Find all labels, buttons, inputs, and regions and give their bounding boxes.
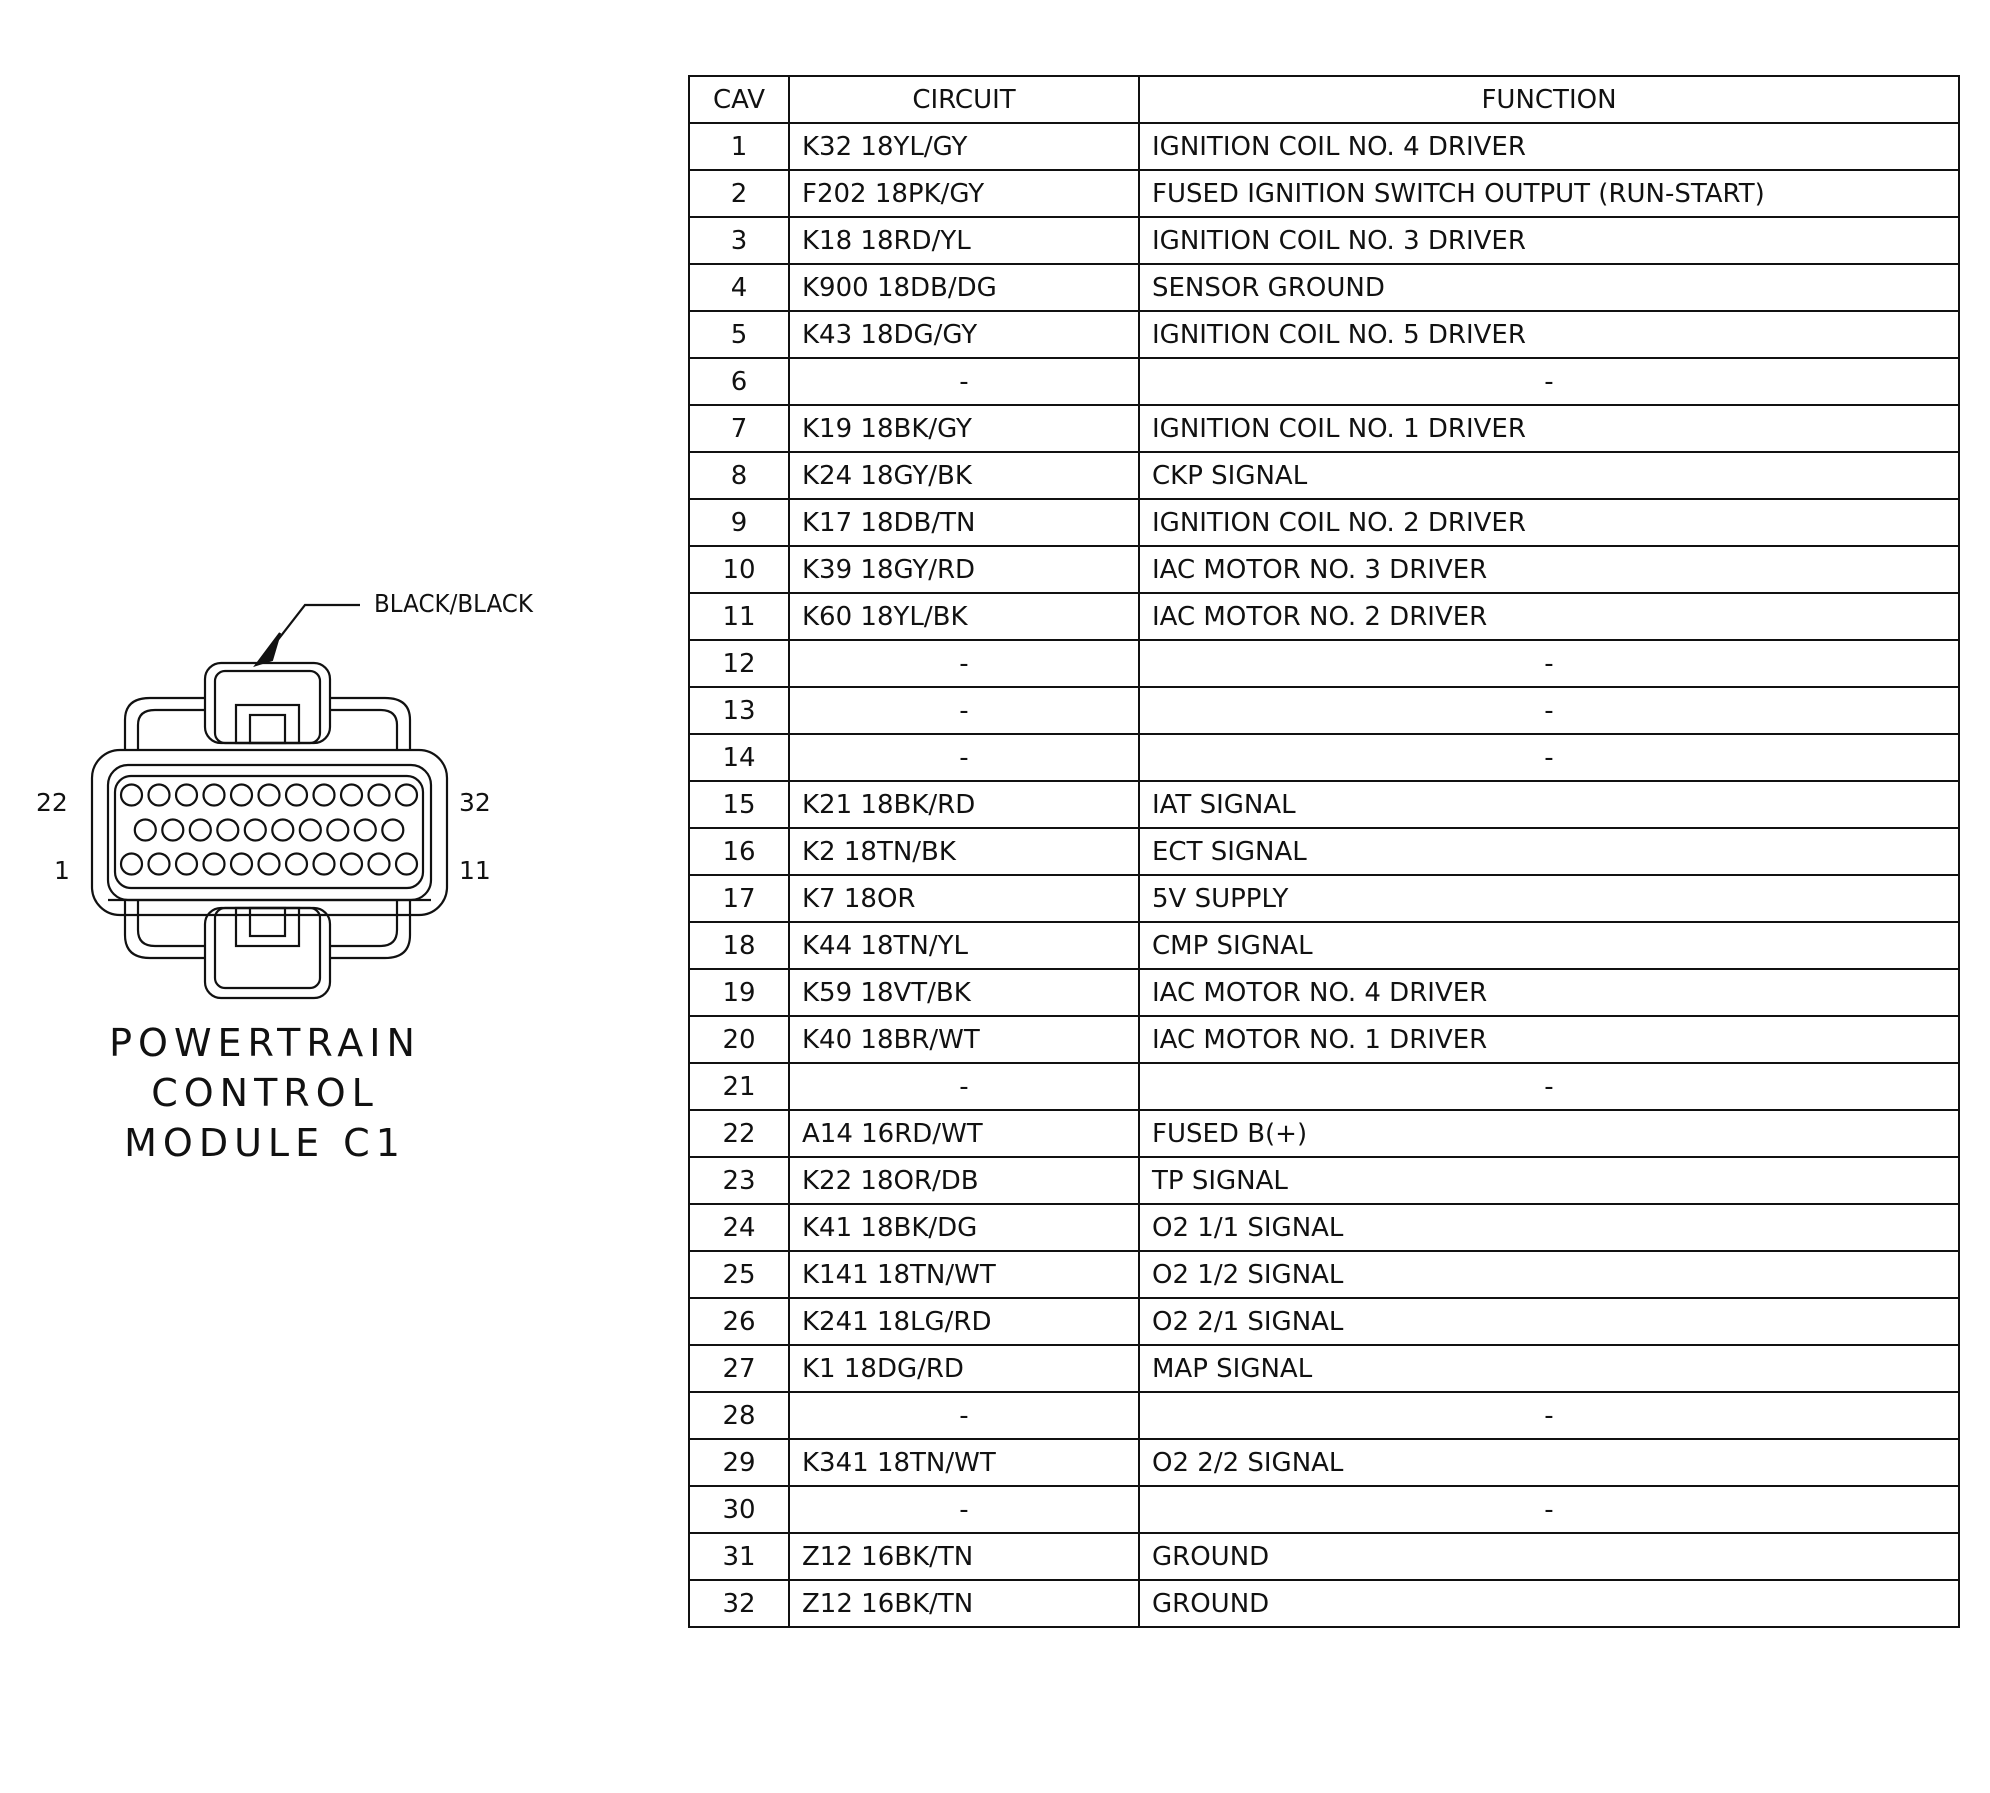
table-row	[689, 452, 1959, 499]
connector-face	[115, 776, 423, 888]
connector-pin	[286, 785, 307, 806]
connector-pin	[314, 854, 335, 875]
table-row	[689, 358, 1959, 405]
cell-circuit: K40 18BR/WT	[789, 1016, 1139, 1063]
cell-cav: 4	[689, 264, 789, 311]
cell-function: IGNITION COIL NO. 3 DRIVER	[1139, 217, 1959, 264]
module-title-line-2: CONTROL	[151, 1071, 379, 1115]
connector-panel	[0, 0, 680, 1793]
cell-circuit: -	[789, 687, 1139, 734]
table-row	[689, 1298, 1959, 1345]
top-latch	[205, 663, 330, 743]
pointer-leader	[270, 605, 360, 650]
cell-cav: 2	[689, 170, 789, 217]
pin-label-11: 11	[459, 856, 491, 885]
cell-function: -	[1139, 640, 1959, 687]
table-row	[689, 170, 1959, 217]
cell-circuit: K19 18BK/GY	[789, 405, 1139, 452]
table-row	[689, 1486, 1959, 1533]
cell-circuit: K7 18OR	[789, 875, 1139, 922]
table-row	[689, 781, 1959, 828]
connector-pin	[149, 854, 170, 875]
cell-function: O2 2/2 SIGNAL	[1139, 1439, 1959, 1486]
table-row	[689, 1063, 1959, 1110]
cell-circuit: K900 18DB/DG	[789, 264, 1139, 311]
connector-pin	[162, 820, 183, 841]
connector-pin	[369, 785, 390, 806]
cell-circuit: K17 18DB/TN	[789, 499, 1139, 546]
cell-cav: 29	[689, 1439, 789, 1486]
cell-circuit: K24 18GY/BK	[789, 452, 1139, 499]
cell-circuit: -	[789, 640, 1139, 687]
connector-pin	[259, 785, 280, 806]
cell-circuit: -	[789, 1392, 1139, 1439]
cell-cav: 23	[689, 1157, 789, 1204]
cell-circuit: K1 18DG/RD	[789, 1345, 1139, 1392]
cell-circuit: K141 18TN/WT	[789, 1251, 1139, 1298]
connector-pin	[176, 854, 197, 875]
cell-cav: 10	[689, 546, 789, 593]
cell-cav: 28	[689, 1392, 789, 1439]
table-body	[689, 123, 1959, 1627]
cell-function: IAC MOTOR NO. 3 DRIVER	[1139, 546, 1959, 593]
cell-cav: 16	[689, 828, 789, 875]
pin-label-22: 22	[36, 788, 68, 817]
connector-pin	[217, 820, 238, 841]
cell-function: CKP SIGNAL	[1139, 452, 1959, 499]
cell-function: IGNITION COIL NO. 5 DRIVER	[1139, 311, 1959, 358]
table-row	[689, 1345, 1959, 1392]
cell-cav: 15	[689, 781, 789, 828]
cell-function: CMP SIGNAL	[1139, 922, 1959, 969]
cell-circuit: K18 18RD/YL	[789, 217, 1139, 264]
table-row	[689, 311, 1959, 358]
cell-cav: 17	[689, 875, 789, 922]
module-title-line-3: MODULE C1	[124, 1121, 406, 1165]
cell-cav: 32	[689, 1580, 789, 1627]
table-row	[689, 217, 1959, 264]
pin-label-32: 32	[459, 788, 491, 817]
connector-pin	[149, 785, 170, 806]
cell-circuit: K41 18BK/DG	[789, 1204, 1139, 1251]
table-row	[689, 1204, 1959, 1251]
connector-pin	[314, 785, 335, 806]
cell-function: O2 2/1 SIGNAL	[1139, 1298, 1959, 1345]
cell-cav: 21	[689, 1063, 789, 1110]
cell-function: O2 1/1 SIGNAL	[1139, 1204, 1959, 1251]
cell-cav: 24	[689, 1204, 789, 1251]
table-row	[689, 1016, 1959, 1063]
cell-circuit: K21 18BK/RD	[789, 781, 1139, 828]
cell-function: O2 1/2 SIGNAL	[1139, 1251, 1959, 1298]
cell-cav: 18	[689, 922, 789, 969]
table-row	[689, 593, 1959, 640]
connector-pin	[272, 820, 293, 841]
connector-pin	[259, 854, 280, 875]
cell-cav: 5	[689, 311, 789, 358]
table-row	[689, 828, 1959, 875]
connector-pin	[355, 820, 376, 841]
cell-cav: 3	[689, 217, 789, 264]
cell-function: IGNITION COIL NO. 1 DRIVER	[1139, 405, 1959, 452]
connector-pin	[327, 820, 348, 841]
cell-circuit: K32 18YL/GY	[789, 123, 1139, 170]
cell-circuit: K43 18DG/GY	[789, 311, 1139, 358]
cell-circuit: -	[789, 358, 1139, 405]
module-title	[100, 1018, 430, 1168]
cell-circuit: K241 18LG/RD	[789, 1298, 1139, 1345]
header-cav: CAV	[689, 76, 789, 123]
cell-function: -	[1139, 1392, 1959, 1439]
cell-circuit: K39 18GY/RD	[789, 546, 1139, 593]
cell-cav: 12	[689, 640, 789, 687]
cell-cav: 27	[689, 1345, 789, 1392]
connector-pin	[231, 785, 252, 806]
cell-function: -	[1139, 734, 1959, 781]
cell-cav: 26	[689, 1298, 789, 1345]
connector-pin	[190, 820, 211, 841]
cell-cav: 9	[689, 499, 789, 546]
connector-pin	[369, 854, 390, 875]
cell-function: ECT SIGNAL	[1139, 828, 1959, 875]
table-header-row	[689, 76, 1959, 123]
cell-cav: 19	[689, 969, 789, 1016]
pinout-table	[688, 75, 1960, 1628]
connector-color-label: BLACK/BLACK	[374, 589, 533, 618]
table-row	[689, 546, 1959, 593]
table-row	[689, 1580, 1959, 1627]
table-row	[689, 1439, 1959, 1486]
table-row	[689, 969, 1959, 1016]
bottom-latch	[205, 908, 330, 998]
table-row	[689, 875, 1959, 922]
connector-pin	[176, 785, 197, 806]
pointer-arrowhead	[256, 633, 280, 665]
connector-pin	[204, 785, 225, 806]
module-title-line-1: POWERTRAIN	[109, 1021, 421, 1065]
connector-pin	[341, 854, 362, 875]
cell-function: FUSED B(+)	[1139, 1110, 1959, 1157]
cell-function: GROUND	[1139, 1533, 1959, 1580]
table-row	[689, 1110, 1959, 1157]
table-row	[689, 499, 1959, 546]
cell-cav: 8	[689, 452, 789, 499]
cell-function: MAP SIGNAL	[1139, 1345, 1959, 1392]
cell-cav: 25	[689, 1251, 789, 1298]
cell-circuit: K59 18VT/BK	[789, 969, 1139, 1016]
connector-pin	[245, 820, 266, 841]
cell-cav: 20	[689, 1016, 789, 1063]
table-row	[689, 1392, 1959, 1439]
connector-pin	[396, 785, 417, 806]
cell-function: SENSOR GROUND	[1139, 264, 1959, 311]
cell-cav: 31	[689, 1533, 789, 1580]
cell-function: IAT SIGNAL	[1139, 781, 1959, 828]
cell-circuit: Z12 16BK/TN	[789, 1580, 1139, 1627]
connector-body-outer	[92, 750, 447, 915]
cell-cav: 30	[689, 1486, 789, 1533]
pin-grid	[121, 785, 417, 875]
connector-pin	[231, 854, 252, 875]
cell-circuit: K22 18OR/DB	[789, 1157, 1139, 1204]
table-row	[689, 1251, 1959, 1298]
cell-circuit: K341 18TN/WT	[789, 1439, 1139, 1486]
connector-pin	[396, 854, 417, 875]
cell-circuit: Z12 16BK/TN	[789, 1533, 1139, 1580]
cell-function: IGNITION COIL NO. 4 DRIVER	[1139, 123, 1959, 170]
table-row	[689, 687, 1959, 734]
cell-function: -	[1139, 687, 1959, 734]
cell-function: -	[1139, 1063, 1959, 1110]
cell-function: TP SIGNAL	[1139, 1157, 1959, 1204]
connector-pin	[341, 785, 362, 806]
cell-cav: 22	[689, 1110, 789, 1157]
pin-label-1: 1	[54, 856, 70, 885]
cell-function: 5V SUPPLY	[1139, 875, 1959, 922]
cell-circuit: F202 18PK/GY	[789, 170, 1139, 217]
connector-pin	[121, 785, 142, 806]
connector-pin	[121, 854, 142, 875]
cell-circuit: K44 18TN/YL	[789, 922, 1139, 969]
cell-circuit: K60 18YL/BK	[789, 593, 1139, 640]
table-row	[689, 734, 1959, 781]
cell-cav: 13	[689, 687, 789, 734]
cell-circuit: -	[789, 1063, 1139, 1110]
cell-cav: 14	[689, 734, 789, 781]
cell-function: IGNITION COIL NO. 2 DRIVER	[1139, 499, 1959, 546]
cell-cav: 6	[689, 358, 789, 405]
cell-function: -	[1139, 358, 1959, 405]
table-row	[689, 640, 1959, 687]
cell-function: IAC MOTOR NO. 2 DRIVER	[1139, 593, 1959, 640]
connector-pin	[204, 854, 225, 875]
connector-pin	[300, 820, 321, 841]
table-row	[689, 1533, 1959, 1580]
cell-function: FUSED IGNITION SWITCH OUTPUT (RUN-START)	[1139, 170, 1959, 217]
cell-circuit: A14 16RD/WT	[789, 1110, 1139, 1157]
connector-pin	[382, 820, 403, 841]
cell-function: GROUND	[1139, 1580, 1959, 1627]
table-row	[689, 405, 1959, 452]
cell-circuit: K2 18TN/BK	[789, 828, 1139, 875]
header-function: FUNCTION	[1139, 76, 1959, 123]
cell-function: -	[1139, 1486, 1959, 1533]
cell-circuit: -	[789, 734, 1139, 781]
table-row	[689, 1157, 1959, 1204]
cell-cav: 1	[689, 123, 789, 170]
table-row	[689, 264, 1959, 311]
cell-cav: 11	[689, 593, 789, 640]
table-row	[689, 123, 1959, 170]
header-circuit: CIRCUIT	[789, 76, 1139, 123]
cell-function: IAC MOTOR NO. 4 DRIVER	[1139, 969, 1959, 1016]
cell-function: IAC MOTOR NO. 1 DRIVER	[1139, 1016, 1959, 1063]
connector-pin	[286, 854, 307, 875]
table-row	[689, 922, 1959, 969]
cell-cav: 7	[689, 405, 789, 452]
cell-circuit: -	[789, 1486, 1139, 1533]
connector-pin	[135, 820, 156, 841]
